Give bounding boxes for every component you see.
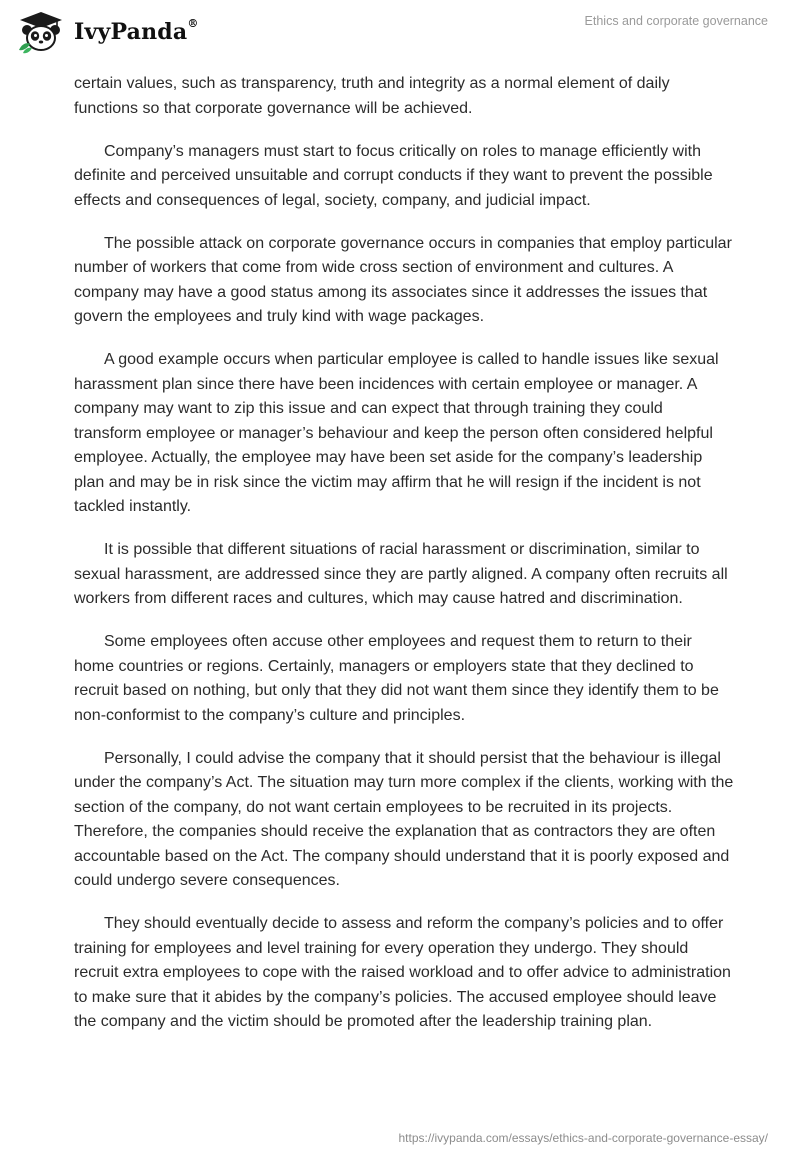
registered-mark: ® (187, 17, 199, 30)
paragraph: Company’s managers must start to focus critically on roles to manage efficiently with definite and perceived unsuitable and corrupt conducts if they want to prevent the possible effects and consequences of legal, society, company, and judicial impact. (74, 142, 713, 209)
panda-graduate-logo-icon (16, 10, 66, 54)
essay-body (74, 72, 734, 1053)
document-title: Ethics and corporate governance (584, 14, 768, 28)
paragraph: They should eventually decide to assess and reform the company’s policies and to offer training for employees and level training for every operation they undergo. They should recruit extra employees to cope with the raised workload and to offer advice to administration to make sure that it abides by the company’s policies. The accused employee should leave the company and the victim should be promoted after the leadership training plan. (74, 915, 731, 1030)
paragraph: Some employees often accuse other employees and request them to return to their home countries or regions. Certainly, managers or employers state that they declined to recruit based on nothing, but only that they did not want them since they identify them to be non-conformist to the company’s culture and principles. (74, 633, 719, 724)
paragraph: Personally, I could advise the company that it should persist that the behaviour is illegal under the company’s Act. The situation may turn more complex if the clients, working with the section of the company, do not want certain employees to be recruited in its projects. Therefore, the companies should receive the explanation that as contractors they are often accountable based on the Act. The company should understand that it is poorly exposed and could undergo severe consequences. (74, 749, 734, 889)
brand-name: IvyPanda® (74, 17, 199, 45)
paragraph: A good example occurs when particular employee is called to handle issues like sexual harassment plan since there have been incidences with certain employee or manager. A company may want to zip this issue and can expect that through training they could transform employee or manager’s behaviour and keep the person often considered helpful employee. Actually, the employee may have been set aside for the company’s leadership plan and may be in risk since the victim may affirm that he will resign if the incident is not tackled instantly. (74, 351, 719, 515)
paragraph: It is possible that different situations of racial harassment or discrimination, similar to sexual harassment, are addressed since they are partly aligned. A company often recruits all workers from different races and cultures, which may cause hatred and discrimination. (74, 541, 728, 607)
ivypanda-logo[interactable] (16, 10, 199, 54)
page-header (0, 0, 800, 70)
paragraph: certain values, such as transparency, truth and integrity as a normal element of daily functions so that corporate governance will be achieved. (74, 75, 670, 117)
paragraph: The possible attack on corporate governance occurs in companies that employ particular number of workers that come from wide cross section of environment and cultures. A company may have a good status among its associates since it addresses the issues that govern the employees and truly kind with wage packages. (74, 234, 732, 325)
source-url-link[interactable]: https://ivypanda.com/essays/ethics-and-corporate-governance-essay/ (398, 1131, 768, 1145)
